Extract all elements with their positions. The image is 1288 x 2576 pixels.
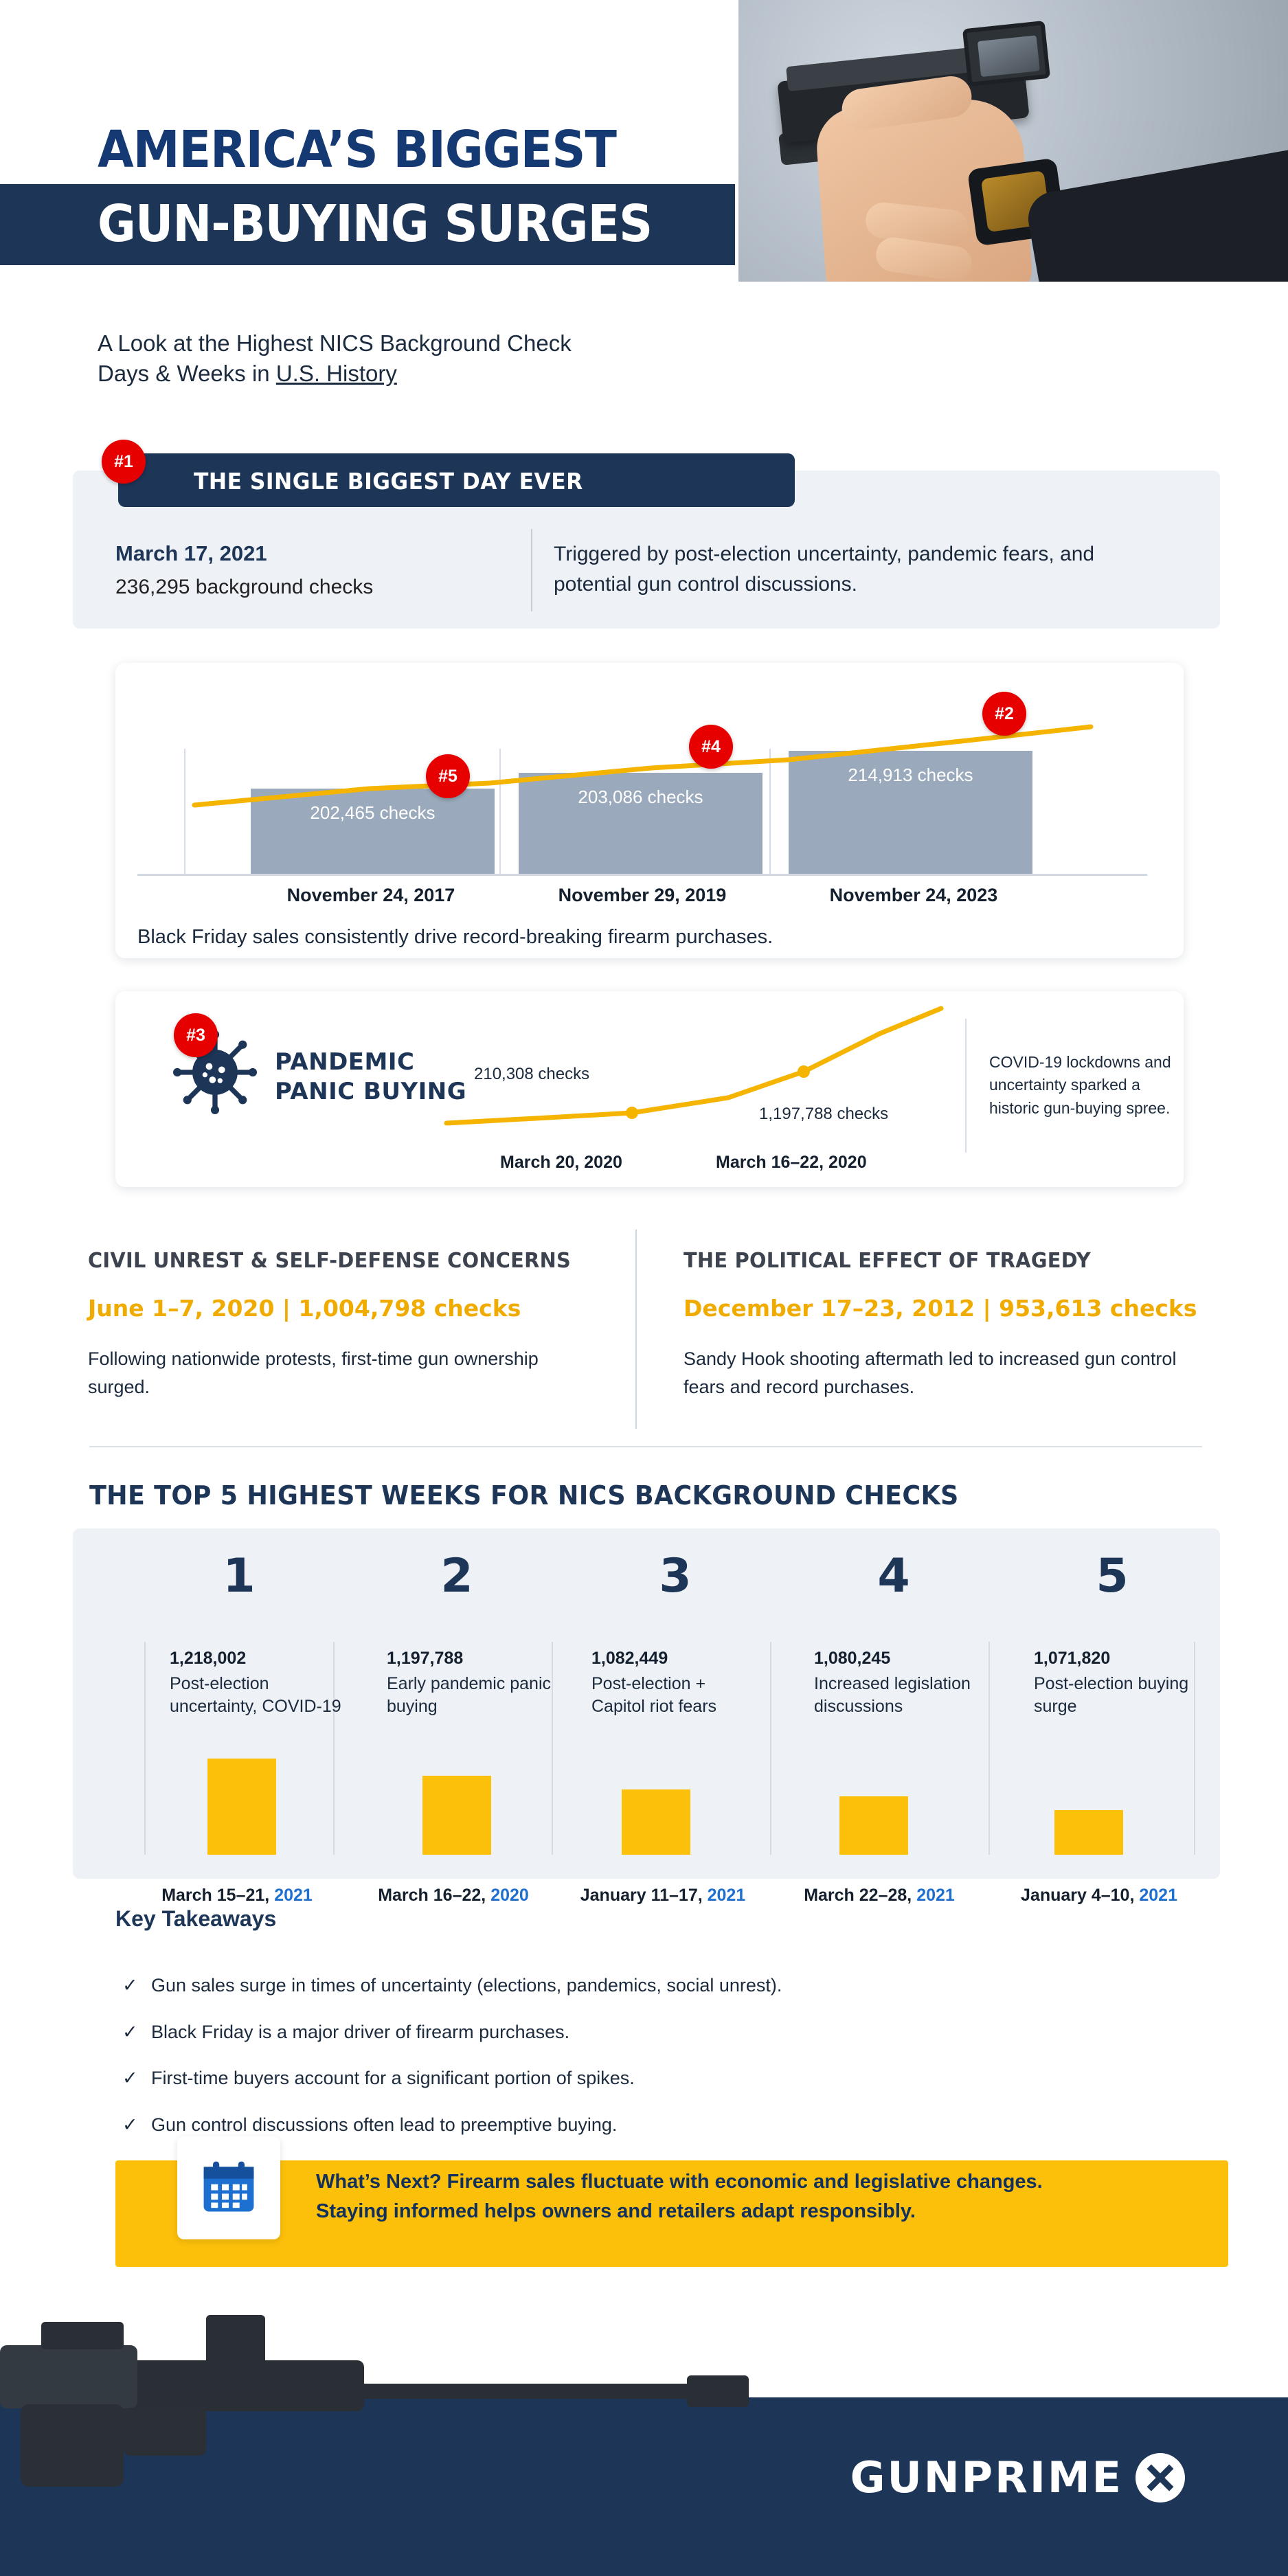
black-friday-note: Black Friday sales consistently drive record-breaking firearm purchases. — [137, 926, 773, 948]
key-takeaways-title: Key Takeaways — [115, 1906, 277, 1931]
column-2-stat: December 17–23, 2012 | 953,613 checks — [683, 1295, 1197, 1322]
page-title-line-1: AMERICA’S BIGGEST — [98, 120, 617, 179]
rifle-handguard — [103, 2360, 364, 2411]
column-2-heading: THE POLITICAL EFFECT OF TRAGEDY — [683, 1249, 1091, 1273]
x-mark-icon — [1136, 2453, 1185, 2502]
rifle-grip — [124, 2408, 206, 2456]
top5-date-1-year: 2021 — [274, 1886, 313, 1905]
top5-bar-1 — [207, 1759, 276, 1855]
column-1-heading: CIVIL UNREST & SELF-DEFENSE CONCERNS — [88, 1249, 572, 1273]
top5-rank-5: 5 — [1096, 1549, 1129, 1603]
top5-bar-5 — [1054, 1810, 1123, 1855]
top5-date-5-year: 2021 — [1139, 1886, 1177, 1905]
takeaway-item-2: Black Friday is a major driver of firearm purchases. — [151, 2022, 570, 2042]
top5-bar-3 — [622, 1789, 690, 1855]
top5-desc-5: Post-election buying surge — [1034, 1674, 1189, 1716]
pandemic-date-1: March 20, 2020 — [500, 1153, 622, 1172]
top5-title: THE TOP 5 HIGHEST WEEKS FOR NICS BACKGROUND CHECKS — [89, 1480, 959, 1511]
check-icon: ✓ — [122, 2022, 138, 2042]
pandemic-value-2: 1,197,788 checks — [759, 1105, 889, 1123]
top5-number-5: 1,071,820 — [1034, 1649, 1111, 1668]
rifle-magazine — [21, 2404, 124, 2487]
top5-number-4: 1,080,245 — [814, 1649, 891, 1668]
biggest-day-band-label: THE SINGLE BIGGEST DAY EVER — [194, 468, 583, 495]
rifle-front-sight — [206, 2315, 265, 2367]
rifle-upper-receiver — [0, 2345, 137, 2408]
takeaway-item-1: Gun sales surge in times of uncertainty (elections, pandemics, social unrest). — [151, 1975, 782, 1996]
pandemic-value-1: 210,308 checks — [474, 1065, 590, 1083]
top5-bar-2 — [422, 1776, 491, 1855]
pandemic-description: COVID-19 lockdowns and uncertainty sparked a historic gun-buying spree. — [989, 1053, 1171, 1117]
top5-date-3-main: January 11–17, — [580, 1886, 708, 1905]
hero-photo-handgun — [738, 0, 1288, 282]
rifle-carry-handle — [41, 2322, 124, 2349]
black-friday-label-1: November 24, 2017 — [286, 885, 455, 905]
top5-date-5 — [982, 1886, 1216, 1906]
top5-rank-3: 3 — [659, 1549, 692, 1603]
divider-vertical — [770, 1642, 771, 1855]
top5-rank-2: 2 — [440, 1549, 473, 1603]
divider-vertical — [144, 1642, 146, 1855]
top5-date-3 — [546, 1886, 780, 1906]
divider-vertical — [988, 1642, 990, 1855]
check-icon: ✓ — [122, 1975, 138, 1996]
black-friday-bar-3-value: 214,913 checks — [848, 765, 973, 785]
divider-horizontal — [89, 1446, 1202, 1447]
biggest-day-band — [118, 453, 795, 507]
cta-icon-box — [177, 2136, 280, 2239]
top5-date-4-year: 2021 — [916, 1886, 955, 1905]
top5-date-1-main: March 15–21, — [161, 1886, 275, 1905]
check-icon: ✓ — [122, 2114, 138, 2135]
rifle-muzzle — [687, 2375, 749, 2407]
top5-desc-1: Post-election uncertainty, COVID-19 — [170, 1674, 341, 1716]
top5-desc-3: Post-election + Capitol riot fears — [591, 1674, 717, 1716]
top5-number-2: 1,197,788 — [387, 1649, 464, 1668]
top5-date-5-main: January 4–10, — [1021, 1886, 1140, 1905]
top5-rank-1: 1 — [223, 1549, 256, 1603]
top5-number-3: 1,082,449 — [591, 1649, 668, 1668]
footer-brand-text: GUNPRIME — [850, 2452, 1123, 2502]
top5-number-1: 1,218,002 — [170, 1649, 247, 1668]
takeaway-item-3: First-time buyers account for a significant portion of spikes. — [151, 2068, 635, 2088]
black-friday-bar-2-value: 203,086 checks — [578, 787, 703, 807]
footer-photo-rifle — [0, 2294, 811, 2500]
top5-date-4 — [762, 1886, 996, 1906]
optic-glass — [978, 35, 1040, 77]
black-friday-bar-1-value: 202,465 checks — [310, 802, 436, 823]
jacket-sleeve — [1024, 149, 1288, 282]
top5-date-1 — [120, 1886, 354, 1906]
pandemic-title — [275, 1048, 466, 1106]
rank-badge-4: #4 — [689, 725, 733, 769]
top5-date-3-year: 2021 — [707, 1886, 746, 1905]
rank-badge-1: #1 — [102, 440, 146, 484]
subtitle-line-2 — [98, 359, 784, 389]
top5-date-4-main: March 22–28, — [804, 1886, 917, 1905]
divider-vertical — [531, 529, 532, 611]
top5-desc-2: Early pandemic panic buying — [387, 1674, 552, 1716]
calendar-icon — [197, 2156, 260, 2219]
top5-date-2-main: March 16–22, — [378, 1886, 491, 1905]
rank-badge-3: #3 — [174, 1013, 218, 1057]
column-1-text: Following nationwide protests, first-time gun ownership surged. — [88, 1348, 539, 1397]
divider-vertical — [965, 1019, 967, 1153]
top5-date-2 — [337, 1886, 570, 1906]
pandemic-title-line-1: PANDEMIC — [275, 1048, 415, 1076]
black-friday-label-2: November 29, 2019 — [558, 885, 727, 905]
rank-badge-5: #5 — [426, 754, 470, 798]
takeaway-item-4: Gun control discussions often lead to preemptive buying. — [151, 2114, 618, 2135]
pandemic-date-2: March 16–22, 2020 — [716, 1153, 867, 1172]
subtitle-line-2-text: Days & Weeks in — [98, 360, 276, 386]
black-friday-label-3: November 24, 2023 — [829, 885, 998, 905]
footer-brand — [850, 2452, 1185, 2502]
divider-vertical — [635, 1230, 637, 1429]
subtitle-line-1: A Look at the Highest NICS Background Check — [98, 330, 572, 356]
page-subtitle — [98, 328, 784, 389]
check-icon: ✓ — [122, 2068, 138, 2088]
red-dot-optic — [962, 21, 1050, 87]
top5-rank-4: 4 — [877, 1549, 910, 1603]
page-title-line-2: GUN-BUYING SURGES — [98, 194, 653, 253]
column-1-stat: June 1–7, 2020 | 1,004,798 checks — [88, 1295, 521, 1322]
top5-date-2-year: 2020 — [490, 1886, 529, 1905]
rifle-barrel — [357, 2384, 742, 2399]
subtitle-underlined-text: U.S. History — [275, 360, 397, 386]
top5-desc-4: Increased legislation discussions — [814, 1674, 971, 1716]
top5-bar-4 — [839, 1796, 908, 1855]
cta-text: What’s Next? Firearm sales fluctuate with economic and legislative changes. Staying informed helps owners and retailers adapt responsibly. — [316, 2171, 1043, 2222]
rank-badge-2: #2 — [982, 692, 1026, 736]
biggest-day-description: Triggered by post-election uncertainty, pandemic fears, and potential gun control discussions. — [554, 543, 1095, 596]
biggest-day-checks: 236,295 background checks — [115, 576, 374, 598]
biggest-day-date: March 17, 2021 — [115, 541, 267, 565]
pandemic-title-line-2: PANIC BUYING — [275, 1077, 467, 1105]
column-2-text: Sandy Hook shooting aftermath led to increased gun control fears and record purchases. — [683, 1348, 1177, 1397]
